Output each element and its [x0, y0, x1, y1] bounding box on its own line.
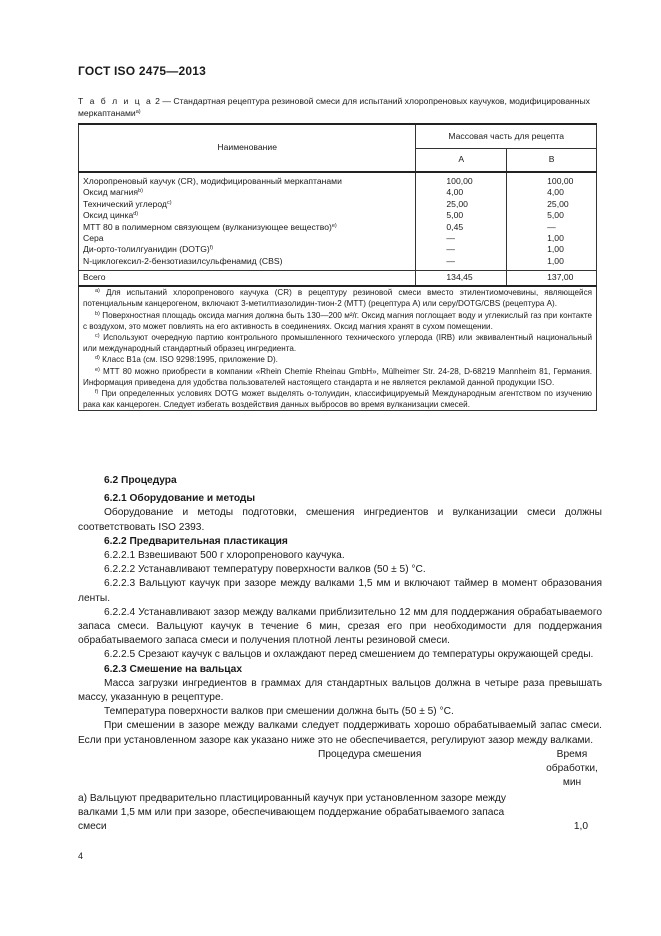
- paragraph: 6.2.2.4 Устанавливают зазор между валками приблизительно 12 мм для поддержания обрабатываемого запаса смеси. Вальцуют каучук в течение 6 мин, срезая его при необходимости для поддержания обрабатываемого запаса смеси и получения плотной ленты резиновой смеси.: [78, 606, 602, 647]
- document-header: ГОСТ ISO 2475—2013: [78, 64, 207, 78]
- column-header-mass: Массовая часть для рецепта: [416, 124, 597, 148]
- procedure-step-text: а) Вальцуют предварительно пластицированный каучук при установленном зазоре между валками 1,5 мм или при зазоре, обеспечивающем поддержание обрабатываемого запаса смеси: [78, 792, 506, 833]
- ingredient-name: N-циклогексил-2-бензотиазилсульфенамид (CBS): [83, 255, 283, 266]
- procedure-step-time: 1,0: [573, 821, 588, 833]
- ingredient-name: Ди-орто-толилгуанидин (DOTG)$^{f)}$: [83, 244, 214, 255]
- footnote: $^{d)}$ Класс В1а (см. ISO 9298:1995, приложение D).: [95, 355, 278, 365]
- total-label: Всего: [79, 271, 416, 287]
- ingredient-name: Оксид цинка$^{d)}$: [83, 210, 139, 221]
- value-b: 100,00: [547, 176, 574, 186]
- procedure-title: Процедура смешения: [318, 748, 422, 760]
- value-a: 4,00: [446, 187, 464, 198]
- paragraph: 6.2.2.1 Взвешивают 500 г хлоропренового каучука.: [104, 550, 345, 562]
- total-b: 137,00: [507, 271, 597, 287]
- column-header-b: B: [507, 148, 597, 172]
- value-b: 5,00: [547, 210, 564, 221]
- recipe-table: [78, 123, 597, 411]
- paragraph: При смешении в зазоре между валками следует поддерживать хорошо обрабатываемый запас смеси. Если при установленном зазоре как указано ниже это не обеспечивается, регулируют зазор между валками.: [78, 720, 602, 746]
- value-a: —: [446, 255, 455, 266]
- section-heading-6-2: 6.2 Процедура: [104, 475, 177, 486]
- footnote: $^{b)}$ Поверхностная площадь оксида магния должна быть 130—200 м²/г. Оксид магния поглощает воду и углекислый газ при контакте с воздухом, это может повлиять на его активность в соединениях. Оксид магния хранят в сухом помещении.: [83, 310, 592, 331]
- ingredient-name: Сера: [83, 232, 104, 243]
- table-caption-sup: a): [135, 109, 141, 115]
- value-b: 25,00: [547, 198, 569, 209]
- ingredient-name: Хлоропреновый каучук (CR), модифицированный меркаптанами: [83, 176, 342, 186]
- value-a: 100,00: [446, 176, 473, 186]
- page-number: 4: [78, 851, 84, 861]
- paragraph: 6.2.2.5 Срезают каучук с вальцов и охлаждают перед смешением до температуры окружающей среды.: [104, 649, 594, 661]
- ingredient-name: МТТ 80 в полимерном связующем (вулканизующее вещество)$^{e)}$: [83, 221, 337, 232]
- ingredient-names: [79, 172, 416, 271]
- value-b: 1,00: [547, 255, 564, 266]
- section-heading-6-2-3: 6.2.3 Смешение на вальцах: [104, 663, 243, 675]
- table-caption-text: 2 — Стандартная рецептура резиновой смеси для испытаний хлоропреновых каучуков, модифицированных меркаптанами: [78, 96, 590, 118]
- total-a: 134,45: [416, 271, 507, 287]
- paragraph: 6.2.2.2 Устанавливают температуру поверхности валков (50 ± 5) °С.: [104, 564, 426, 576]
- paragraph: Температура поверхности валков при смешении должна быть (50 ± 5) °С.: [104, 706, 454, 718]
- footnote: $^{c)}$ Используют очередную партию контрольного промышленного технического углерода (IRB) или эквивалентный национальный или международный стандартный образец ингредиента.: [83, 332, 592, 354]
- recipe-a-values: [416, 172, 507, 271]
- column-header-a: A: [416, 148, 507, 172]
- procedure-time-header: Время обработки, мин: [546, 748, 598, 789]
- procedure-section: [78, 474, 602, 834]
- recipe-b-values: [507, 172, 597, 271]
- section-heading-6-2-2: 6.2.2 Предварительная пластикация: [104, 535, 288, 547]
- value-b: —: [547, 221, 556, 232]
- value-a: 25,00: [446, 198, 468, 209]
- paragraph: Оборудование и методы подготовки, смешения ингредиентов и вулканизации смеси должны соответствовать ISO 2393.: [78, 507, 602, 533]
- value-b: 4,00: [547, 187, 564, 198]
- value-b: 1,00: [547, 232, 564, 243]
- section-heading-6-2-1: 6.2.1 Оборудование и методы: [104, 493, 256, 505]
- footnote: $^{a)}$ Для испытаний хлоропренового каучука (CR) в рецептуру резиновой смеси вместо этилентиомочевины, являющейся потенциальным канцерогеном, включают 3-метилтиазолидин-тион-2 (МТТ) (рецептура А) или серу/DOTG/CBS (рецептура А).: [83, 288, 592, 309]
- value-a: —: [446, 232, 455, 243]
- table-caption: [78, 95, 598, 119]
- paragraph: Масса загрузки ингредиентов в граммах для стандартных вальцов должна в четыре раза превышать массу, указанную в рецептуре.: [78, 677, 602, 704]
- footnote: $^{f)}$ При определенных условиях DOTG может выделять о-толуидин, классифицируемый Международным агентством по изучению рака как канцероген. Следует избегать воздействия данных выбросов во время вулканизации смесей.: [83, 388, 593, 410]
- value-b: 1,00: [547, 244, 564, 255]
- procedure-header: [78, 748, 602, 792]
- table-footnotes: [79, 286, 597, 411]
- footnote: $^{e)}$ МТТ 80 можно приобрести в компании «Rhein Chemie Rheinau GmbH», Mülheimer Str. 24-28, D-68219 Mannheim 81, Германия. Информация приведена для удобства пользователей настоящего стандарта и не является рекламой данной продукции ISO.: [83, 366, 592, 387]
- value-a: —: [446, 244, 455, 255]
- value-a: 0,45: [446, 221, 464, 232]
- value-a: 5,00: [446, 210, 464, 221]
- table-caption-label: Т а б л и ц а: [78, 96, 153, 106]
- paragraph: 6.2.2.3 Вальцуют каучук при зазоре между валками 1,5 мм и включают таймер в момент образования ленты.: [78, 578, 602, 604]
- column-header-name: Наименование: [79, 124, 416, 172]
- procedure-step-a: [78, 792, 602, 835]
- ingredient-name: Технический углерод$^{c)}$: [83, 198, 172, 209]
- ingredient-name: Оксид магния$^{b)}$: [83, 187, 143, 198]
